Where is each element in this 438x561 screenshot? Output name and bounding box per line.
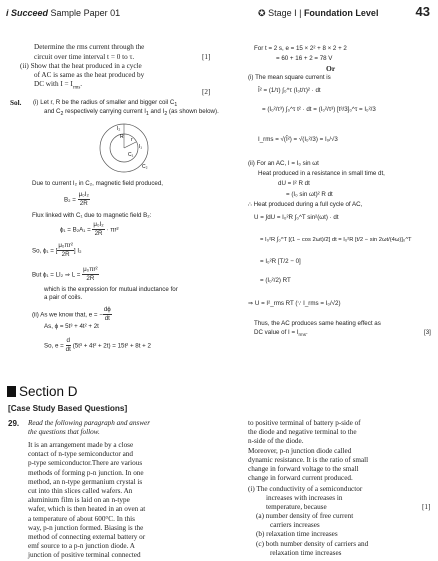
flux-text: Flux linked with C₁ due to magnetic field B₂: [32,212,152,219]
paragraph-line: methods of forming p-n junction. In one [28,468,144,477]
paper-title: Sample Paper 01 [50,8,121,18]
thus-1: Thus, the AC produces same heating effect as [254,320,381,327]
thus-2: DC value of $I = I_{rms}$. [254,329,308,338]
du-line: dU = I² R dt [278,180,310,187]
question-number: 29. [8,419,20,428]
sub-question-2: increases with increases in [266,494,343,502]
section-square-icon [7,386,16,397]
section-subtitle: [Case Study Based Questions] [8,404,128,413]
paragraph-line: It is an arrangement made by a close [28,441,134,449]
sol-line-2: and $C_2$ respectively carrying current $I_1$ and $I_2$ (as shown below). [44,108,219,118]
coil-diagram [82,120,172,175]
soe-formula: So, e = $\frac{d}{dt}$ (5t³ + 4t² + 2t) = 15t² + 8t + 2 [44,337,151,354]
diagram-label-c2: C₂ [142,164,148,170]
section-title: Section D [7,384,78,399]
question-lead-2: the questions that follow. [28,428,100,437]
du-line-2: = (I₀ sin ωt)² R dt [286,191,333,198]
paragraph-line: emf source to a p-n junction diode. A [28,542,135,551]
paragraph-line: method of connecting external battery or [28,533,146,541]
paragraph-cont-line: change in forward current produced. [248,474,353,483]
brand-name: i Succeed [6,8,49,18]
u-step-3: = (I₀²/2) RT [260,277,291,284]
heat-cycle-text: ∴ Heat produced during a full cycle of AC, [248,201,363,208]
as-line: As, ϕ = 5t³ + 4t² + 2t [44,323,99,330]
phi1-formula: ϕ₁ = B₂A₁ = $\frac{\text{μ₀I₂}}{2R}$ · πr² [60,221,119,238]
page-number: 43 [415,4,430,19]
q-part-ii-1: (ii) Show that the heat produced in a cycle [20,62,142,70]
heat-small-text: Heat produced in a resistance in small time dt, [258,170,385,177]
paragraph-line: way, p-n junction formed. Biasing is the [28,523,144,532]
paragraph-cont-line: Moreover, p-n junction diode called [248,446,352,455]
diagram-label-R: R [120,134,124,140]
diagram-label-r: r [131,137,133,143]
b2-formula: B₂ = $\frac{\text{μ₀I₂}}{2R}$ [64,191,89,208]
u-step-1: = I₀²R ∫₀^T [(1 − cos 2ωt)/2] dt = I₀²R [t/2 − sin 2ωt/(4ω)]₀^T [260,237,412,243]
mean-formula-2: = (I₀²/τ³) ∫₀^τ t² · dt = (I₀²/τ³) [t³/3]₀^τ = I₀²/3 [262,106,376,113]
paragraph-line: contact of n-type semiconductor and [28,450,133,459]
stage-label: Stage I [268,8,297,18]
paragraph-line: method, an n-type germanium crystal is [28,477,143,486]
which-is-1: which is the expression for mutual inductance for [44,286,178,293]
option-line: (c) both number density of carriers and [256,539,369,548]
q-part-ii-2: of AC is same as the heat produced by [34,71,145,79]
thus-marks: [3] [424,329,431,336]
left-column [0,0,220,380]
option-line: relaxation time increases [270,548,342,557]
sub-question-marks: [1] [422,503,431,511]
paragraph-cont-line: the diode and negative terminal to the [248,428,357,437]
paragraph-cont-line: change in forward voltage to the small [248,465,359,473]
sub-question-1: (i) The conductivity of a semiconductor [248,485,363,493]
for-line: For t = 2 s, e = 15 × 2² + 8 × 2 + 2 [254,45,347,52]
paragraph-line: p-type semiconductor.There are various [28,459,143,468]
level-label: Foundation Level [303,8,379,18]
paragraph-cont-line: to positive terminal of battery p-side of [248,419,361,427]
q-part-ii-marks: [2] [202,88,211,96]
mean-formula-1: Ī² = (1/τ) ∫₀^τ (I₀t/τ)² · dt [258,87,321,94]
u-final: ⇒ U = I²_rms RT (∵ I_rms = I₀/√2) [248,300,341,307]
sol-line-1: (i) Let r, R be the radius of smaller and bigger coil $C_1$ [33,99,178,109]
paragraph-cont-line: n-side of the diode. [248,437,304,446]
q-part-ii-3: DC with $I = I_{rms}$. [34,80,83,91]
q-intro-2: circuit over time interval t = 0 to τ. [34,53,135,61]
due-current-text: Due to current I₂ in C₂, magnetic field produced, [32,180,164,187]
diagram-label-i2: I₂ [117,126,121,132]
paragraph-line: junction of positive terminal connected [28,551,141,560]
paragraph-line: a temperature of about 600°C. In this [28,514,135,523]
mean-sq-text: (i) The mean square current is [248,74,331,81]
paragraph-line: aluminium film is laid on an n-type [28,496,130,505]
eq-line: = 60 + 16 + 2 = 78 V [276,55,333,62]
diagram-label-i1: I₁ [139,144,143,150]
paragraph-line: wafer, which is then heated in an oven at [28,505,146,514]
or-label: Or [326,64,336,73]
q-intro-1: Determine the rms current through the [34,43,145,51]
u-integral: U = ∫dU = I₀²R ∫₀^T sin²(ωt) · dt [254,214,339,221]
sub-question-3: temperature, because [266,503,327,511]
but-formula: But ϕ₁ = LI₂ ⇒ L = $\frac{\text{μ₀πr²}}{2R}$ [32,266,98,283]
diagram-label-c1: C₁ [128,152,134,158]
q-intro-marks: [1] [202,53,211,61]
option-line: (b) relaxation time increases [256,530,338,539]
option-line: carriers increases [270,521,320,530]
right-column [226,0,434,380]
u-step-2: = I₀²R [T/2 − 0] [260,258,301,265]
sol-label: Sol. [10,99,22,107]
ii-formula: (ii) As we know that, e = − $\frac{d\phi}{dt}$ [32,306,111,323]
question-lead-1: Read the following paragraph and answer [28,419,150,427]
paragraph-line: cut into thin slices called wafers. An [28,487,133,495]
option-line: (a) number density of free current [256,512,354,520]
irms-formula: I_rms = √(Ī²) = √(I₀²/3) = I₀/√3 [258,136,338,143]
so-phi1-formula: So, ϕ₁ = [ $\frac{\text{μ₀πr²}}{2R}$ ] I₂ [32,242,82,259]
header-right: ✪ Stage I | Foundation Level [258,8,379,18]
ac-line: (ii) For an AC, I = I₀ sin ωt [248,160,319,167]
which-is-2: a pair of coils. [44,294,83,301]
paragraph-cont-line: dynamic resistance. It is the ratio of small [248,455,369,464]
stage-icon: ✪ [258,8,266,18]
